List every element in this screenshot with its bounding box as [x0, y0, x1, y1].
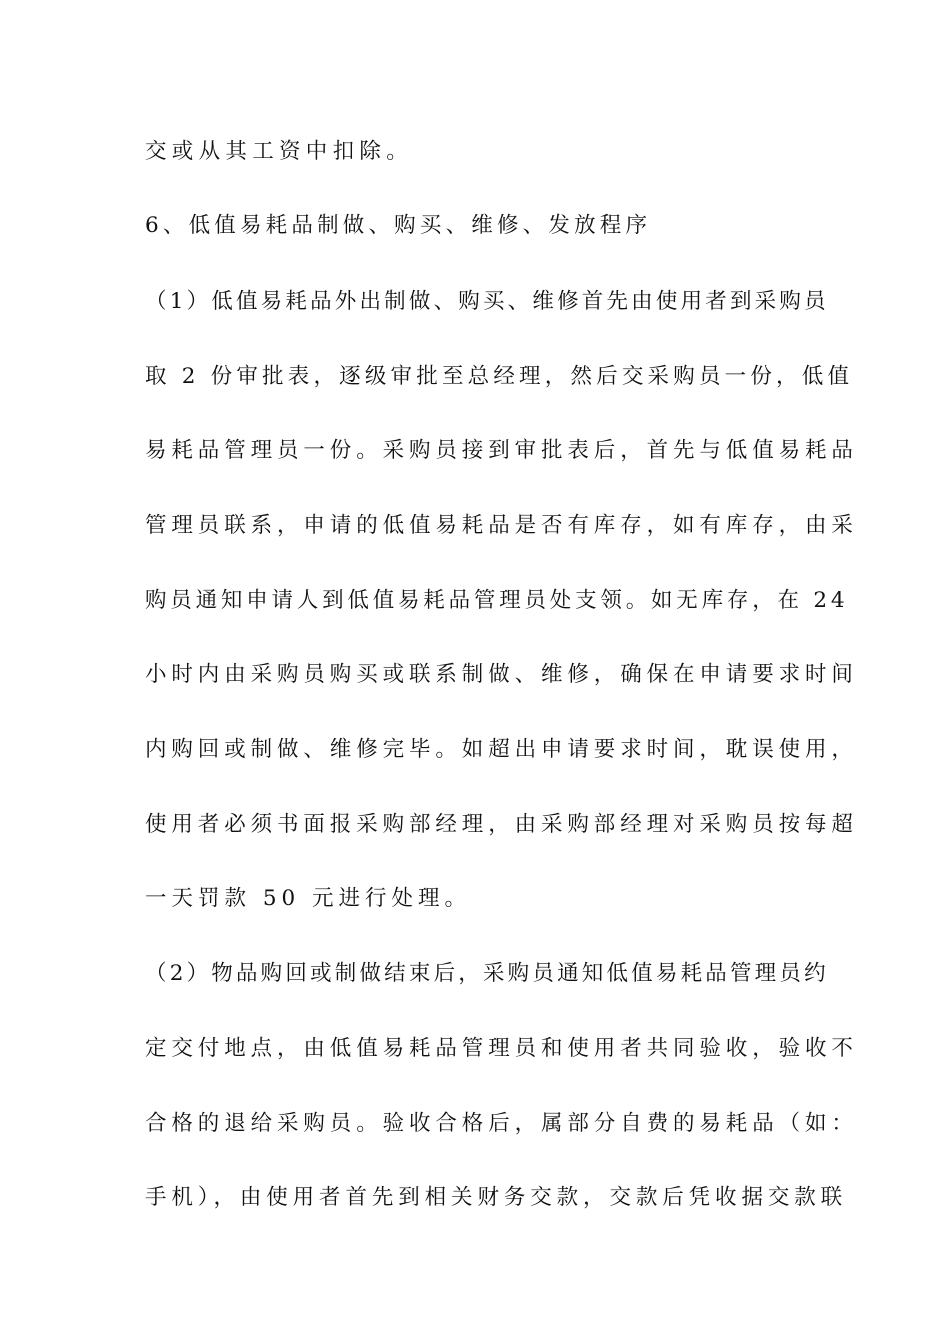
text-line-3: （1）低值易耗品外出制做、购买、维修首先由使用者到采购员: [145, 289, 829, 314]
text-line-4: 取 2 份审批表，逐级审批至总经理，然后交采购员一份，低值: [145, 364, 854, 389]
text-line-8: 小时内由采购员购买或联系制做、维修，确保在申请要求时间: [145, 662, 858, 687]
text-line-14: 合格的退给采购员。验收合格后，属部分自费的易耗品（如：: [145, 1111, 858, 1136]
text-line-13: 定交付地点，由低值易耗品管理员和使用者共同验收，验收不: [145, 1036, 858, 1061]
text-line-1: 交或从其工资中扣除。: [145, 139, 414, 164]
text-line-7: 购员通知申请人到低值易耗品管理员处支领。如无库存，在 24: [145, 588, 849, 613]
text-line-10: 使用者必须书面报采购部经理，由采购部经理对采购员按每超: [145, 812, 858, 837]
text-line-6: 管理员联系，申请的低值易耗品是否有库存，如有库存，由采: [145, 513, 858, 538]
text-line-9: 内购回或制做、维修完毕。如超出申请要求时间，耽误使用，: [145, 737, 858, 762]
text-line-15: 手机），由使用者首先到相关财务交款，交款后凭收据交款联: [145, 1185, 848, 1210]
section-heading-6: 6、低值易耗品制做、购买、维修、发放程序: [145, 213, 652, 238]
text-line-12: （2）物品购回或制做结束后，采购员通知低值易耗品管理员约: [145, 961, 829, 986]
text-line-5: 易耗品管理员一份。采购员接到审批表后，首先与低值易耗品: [145, 438, 858, 463]
text-line-11: 一天罚款 50 元进行处理。: [145, 886, 472, 911]
